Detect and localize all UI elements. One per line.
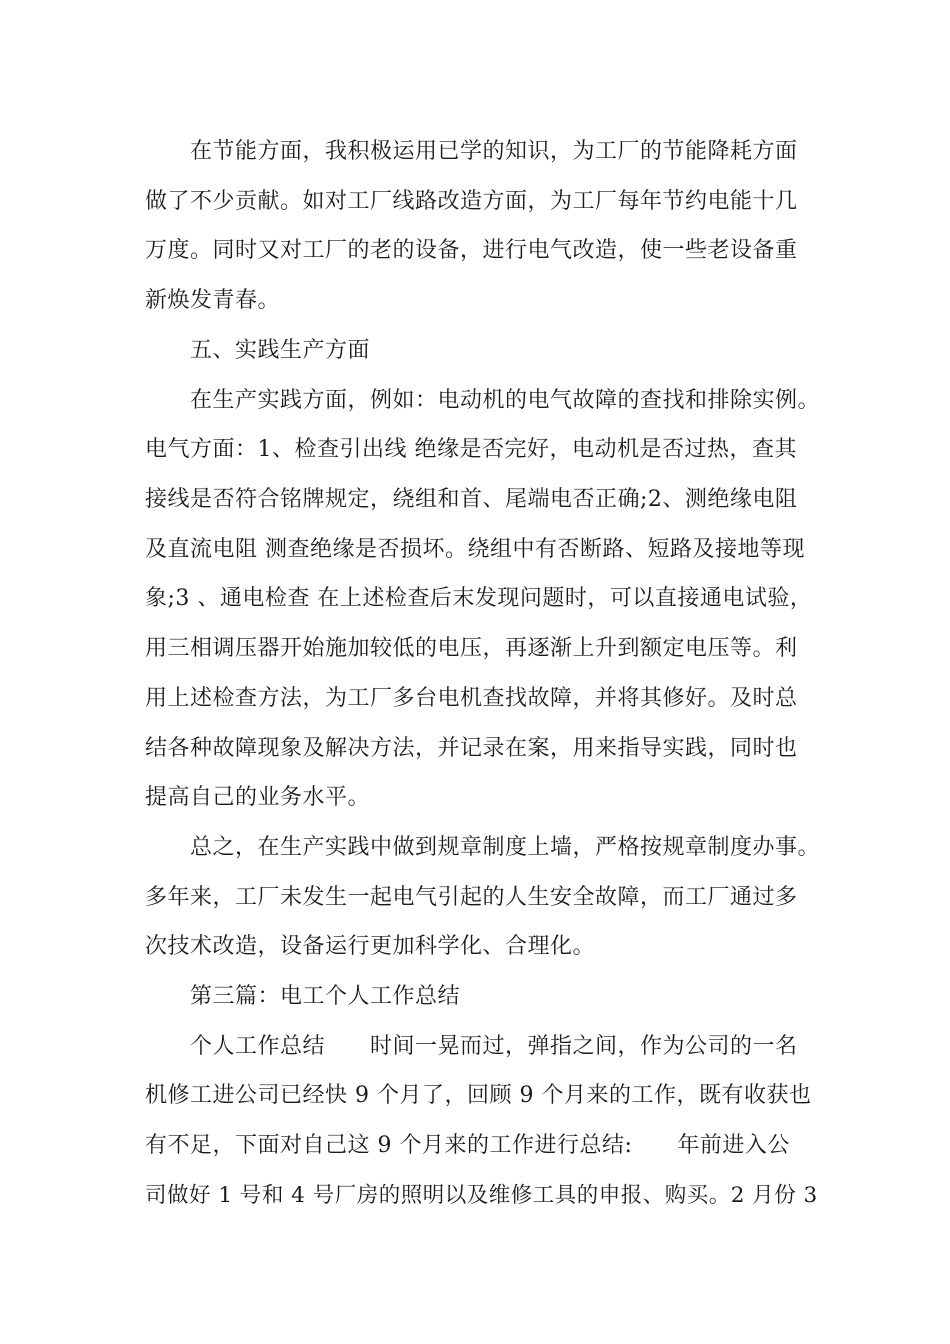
- paragraph-energy-saving-line-4: 新焕发青春。: [145, 288, 281, 313]
- paragraph-practice-line-5: 象;3 、通电检查 在上述检查后末发现问题时，可以直接通电试验，: [145, 586, 813, 611]
- section-heading-practice: 五、实践生产方面: [190, 338, 371, 363]
- paragraph-energy-saving-line-1: 在节能方面，我积极运用已学的知识，为工厂的节能降耗方面: [190, 139, 798, 164]
- paragraph-practice-line-4: 及直流电阻 测查绝缘是否损坏。绕组中有否断路、短路及接地等现: [145, 537, 805, 562]
- paragraph-practice-line-9: 提高自己的业务水平。: [145, 785, 371, 810]
- paragraph-conclusion-line-3: 次技术改造，设备运行更加科学化、合理化。: [145, 934, 596, 959]
- paragraph-summary-line-4: 司做好 1 号和 4 号厂房的照明以及维修工具的申报、购买。2 月份 3: [145, 1183, 818, 1208]
- paragraph-summary-line-2: 机修工进公司已经快 9 个月了，回顾 9 个月来的工作，既有收获也: [145, 1083, 812, 1108]
- paragraph-practice-line-3: 接线是否符合铭牌规定，绕组和首、尾端电否正确;2、测绝缘电阻: [145, 487, 798, 512]
- paragraph-practice-line-7: 用上述检查方法，为工厂多台电机查找故障，并将其修好。及时总: [145, 686, 798, 711]
- paragraph-energy-saving-line-2: 做了不少贡献。如对工厂线路改造方面，为工厂每年节约电能十几: [145, 189, 798, 214]
- paragraph-practice-line-6: 用三相调压器开始施加较低的电压，再逐渐上升到额定电压等。利: [145, 636, 798, 661]
- paragraph-practice-line-8: 结各种故障现象及解决方法，并记录在案，用来指导实践，同时也: [145, 736, 798, 761]
- paragraph-conclusion-line-2: 多年来，工厂未发生一起电气引起的人生安全故障，而工厂通过多: [145, 885, 798, 910]
- paragraph-energy-saving-line-3: 万度。同时又对工厂的老的设备，进行电气改造，使一些老设备重: [145, 238, 798, 263]
- paragraph-practice-line-1: 在生产实践方面，例如：电动机的电气故障的查找和排除实例。: [190, 388, 821, 413]
- paragraph-practice-line-2: 电气方面：1、检查引出线 绝缘是否完好，电动机是否过热，查其: [145, 437, 797, 462]
- paragraph-summary-line-1: 个人工作总结 时间一晃而过，弹指之间，作为公司的一名: [190, 1034, 798, 1059]
- paragraph-summary-line-3: 有不足，下面对自己这 9 个月来的工作进行总结: 年前进入公: [145, 1133, 790, 1158]
- chapter-heading-part-three: 第三篇：电工个人工作总结: [190, 984, 461, 1009]
- paragraph-conclusion-line-1: 总之，在生产实践中做到规章制度上墙，严格按规章制度办事。: [190, 835, 821, 860]
